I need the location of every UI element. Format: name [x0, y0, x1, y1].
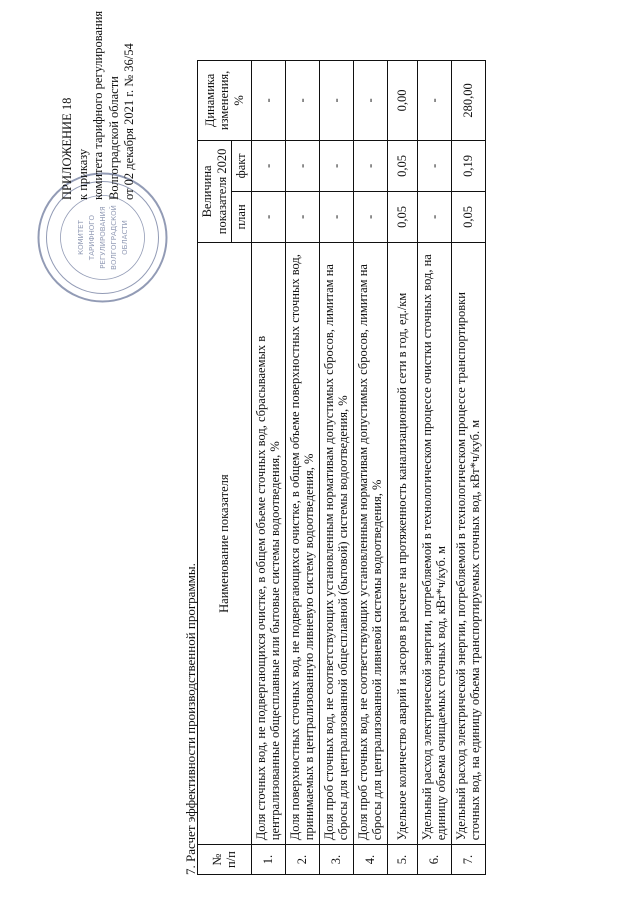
row-number: 1.	[251, 845, 285, 875]
header-dynamics: Динамика изменения, %	[198, 61, 252, 141]
row-name: Удельное количество аварий и засоров в расчете на протяженность канализационной сети в год, ед./км	[387, 242, 417, 844]
row-name: Удельный расход электрической энергии, потребляемой в технологическом процессе транспортировки сточных вод, на единицу объема транспортируемых сточных вод, кВт*ч/куб. м	[451, 242, 485, 844]
table-header-row	[198, 61, 232, 875]
section-caption: 7. Расчет эффективности производственной программы.	[183, 563, 198, 875]
seal-text-4: ВОЛГОГРАДСКОЙ	[110, 205, 118, 270]
row-fact: -	[319, 140, 353, 191]
table-row	[353, 61, 387, 875]
row-plan: -	[417, 191, 451, 242]
row-name: Доля поверхностных сточных вод, не подвергающихся очистке, в общем объеме поверхностных сточных вод, принимаемых в централизованную ливневую систему водоотведения, %	[285, 242, 319, 844]
header-line-5: от 02 декабря 2021 г. № 36/54	[122, 43, 136, 200]
row-name: Доля проб сточных вод, не соответствующих установленным нормативам допустимых сбросов, лимитам на сбросы для централизованной общесплавной (бытовой) системы водоотведения, %	[319, 242, 353, 844]
row-fact: -	[285, 140, 319, 191]
row-name: Удельный расход электрической энергии, потребляемой в технологическом процессе очистки сточных вод, на единицу объема очищаемых сточных вод, кВт*ч/куб. м	[417, 242, 451, 844]
row-plan: -	[285, 191, 319, 242]
row-dynamics: -	[285, 61, 319, 141]
row-fact: 0,19	[451, 140, 485, 191]
table-row	[319, 61, 353, 875]
row-dynamics: -	[251, 61, 285, 141]
header-value-group: Величина показателя 2020	[198, 140, 232, 242]
efficiency-table	[197, 60, 486, 875]
row-plan: -	[251, 191, 285, 242]
header-plan: план	[232, 191, 252, 242]
row-dynamics: -	[353, 61, 387, 141]
header-line-2: к приказу	[75, 148, 90, 200]
header-line-3: комитета тарифного регулирования	[91, 10, 105, 200]
table-row	[285, 61, 319, 875]
row-plan: -	[319, 191, 353, 242]
header-name: Наименование показателя	[198, 242, 252, 844]
seal-text-1: КОМИТЕТ	[77, 220, 85, 255]
header-line-4: Волгоградской области	[106, 76, 121, 200]
row-name: Доля проб сточных вод, не соответствующих установленным нормативам допустимых сбросов, лимитам на сбросы для централизованной ливневой системы водоотведения, %	[353, 242, 387, 844]
seal-text-5: ОБЛАСТИ	[121, 220, 129, 255]
seal-text-2: ТАРИФНОГО	[88, 214, 96, 261]
row-number: 4.	[353, 845, 387, 875]
row-name: Доля сточных вод, не подвергающихся очистке, в общем объеме сточных вод, сбрасываемых в централизованные общесплавные или бытовые системы водоотведения, %	[251, 242, 285, 844]
row-number: 3.	[319, 845, 353, 875]
header-num: № п/п	[198, 845, 252, 875]
row-dynamics: 280,00	[451, 61, 485, 141]
row-plan: -	[353, 191, 387, 242]
row-dynamics: 0,00	[387, 61, 417, 141]
appendix-label: ПРИЛОЖЕНИЕ 18	[60, 97, 74, 200]
row-number: 6.	[417, 845, 451, 875]
row-fact: -	[417, 140, 451, 191]
row-plan: 0,05	[451, 191, 485, 242]
row-number: 5.	[387, 845, 417, 875]
row-fact: -	[353, 140, 387, 191]
document-header	[60, 0, 138, 255]
table-row	[417, 61, 451, 875]
row-fact: 0,05	[387, 140, 417, 191]
table-row	[387, 61, 417, 875]
row-dynamics: -	[319, 61, 353, 141]
seal-text-3: РЕГУЛИРОВАНИЯ	[99, 206, 107, 269]
table-row	[251, 61, 285, 875]
row-fact: -	[251, 140, 285, 191]
row-plan: 0,05	[387, 191, 417, 242]
row-dynamics: -	[417, 61, 451, 141]
header-fact: факт	[232, 140, 252, 191]
row-number: 2.	[285, 845, 319, 875]
table-row	[451, 61, 485, 875]
row-number: 7.	[451, 845, 485, 875]
